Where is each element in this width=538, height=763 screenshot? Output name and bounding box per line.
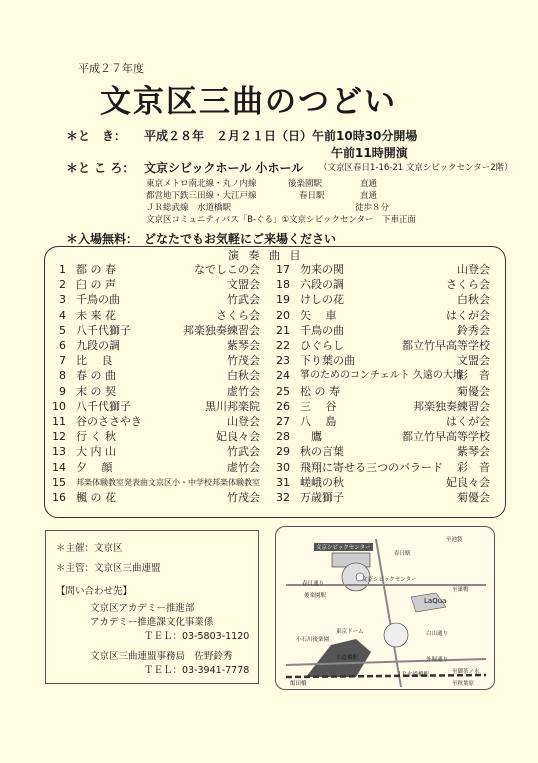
map-label-korakuen: 後楽園駅 <box>304 593 327 599</box>
program-number: 8 <box>59 369 66 383</box>
hakusan-street <box>376 539 401 687</box>
program-piece: 邦楽体験教室発表曲 <box>76 477 148 487</box>
program-group: 文京区小・中学校邦楽体験教室 <box>148 477 260 487</box>
program-group: 妃良々会 <box>446 475 490 489</box>
map-label-to-ikebukuro: 至池袋 <box>446 537 463 543</box>
program-row <box>46 338 260 353</box>
program-piece: 都 の 春 <box>76 263 116 276</box>
program-row <box>270 384 490 399</box>
program-piece: 勿来の関 <box>300 263 344 276</box>
program-row <box>46 384 260 399</box>
map-label-to-ochanomizu: 至御茶ノ水 <box>452 669 480 675</box>
contact2-tel: ＴＥＬ：03-3941-7778 <box>144 665 250 676</box>
program-number: 26 <box>276 399 290 413</box>
program-number: 19 <box>276 293 290 307</box>
access-station-2: 春日駅 <box>299 191 325 201</box>
program-number: 2 <box>59 278 66 292</box>
program-piece: 万歳獅子 <box>300 491 344 504</box>
program-group: 白秋会 <box>457 293 490 307</box>
program-row <box>270 338 490 353</box>
program-number: 29 <box>276 445 290 459</box>
program-piece: 秋の言葉 <box>300 445 344 459</box>
access-note-3: 徒歩８分 <box>355 203 390 213</box>
program-group: 彩 音 <box>457 369 490 383</box>
info-box <box>45 530 259 684</box>
access-map <box>275 526 495 690</box>
program-row <box>46 262 260 277</box>
program-number: 23 <box>276 354 290 368</box>
program-row <box>270 277 490 292</box>
program-number: 17 <box>276 263 290 276</box>
sponsor: ＊主催：文京区 <box>56 543 123 554</box>
contact2-office: 文京区三曲連盟事務局 佐野鈴秀 <box>90 651 233 662</box>
program-number: 6 <box>59 339 66 352</box>
program-number: 28 <box>276 430 290 444</box>
program-number: 12 <box>52 430 66 444</box>
map-label-hakusan: 白山通り <box>426 631 449 637</box>
where-address: （文京区春日1-16-21 文京シビックセンター2階） <box>319 163 513 173</box>
program-group: 彩 音 <box>457 460 490 474</box>
program-piece: 千鳥の曲 <box>300 323 344 337</box>
program-number: 31 <box>276 475 290 489</box>
program-group: はくが会 <box>446 308 490 322</box>
contact1-tel: ＴＥＬ：03-5803-1120 <box>144 631 250 642</box>
program-row <box>270 414 490 429</box>
program-piece: 春 の 曲 <box>76 369 116 383</box>
program-group: 黒川邦楽院 <box>205 399 260 413</box>
program-row <box>46 460 260 475</box>
program-row <box>46 353 260 368</box>
program-group: 虚竹会 <box>227 384 260 398</box>
map-label-laqua: LaQua <box>424 597 447 605</box>
program-piece: 六段の調 <box>300 278 344 292</box>
program-row <box>270 292 490 307</box>
program-piece: 飛翔に寄せる三つのバラード <box>300 460 443 474</box>
program-row <box>270 262 490 277</box>
program-row <box>46 292 260 307</box>
event-year: 平成２７年度 <box>78 62 144 75</box>
program-piece: 八千代獅子 <box>76 323 131 337</box>
program-number: 25 <box>276 384 290 398</box>
program-group: 邦楽独奏練習会 <box>413 399 490 413</box>
program-group: 竹茂会 <box>227 354 260 368</box>
program-row <box>270 368 490 383</box>
map-label-civic-1: 文京シビックセンター <box>316 545 371 551</box>
when-label: ＊と き： <box>66 129 127 143</box>
program-row <box>270 490 490 505</box>
program-piece: 未 来 花 <box>76 308 116 322</box>
when-start: 午前11時開演 <box>331 146 408 160</box>
program-number: 22 <box>276 339 290 352</box>
program-row <box>270 323 490 338</box>
program-group: 山登会 <box>457 263 490 276</box>
program-row <box>270 429 490 444</box>
program-number: 24 <box>276 369 290 383</box>
program-number: 1 <box>59 263 66 276</box>
program-group: さくら会 <box>216 308 260 322</box>
access-note-1: 直通 <box>360 179 378 189</box>
program-row <box>270 399 490 414</box>
program-piece: 松 の 寿 <box>300 384 340 398</box>
program-number: 16 <box>52 491 66 504</box>
map-label-to-sugamo: 至巣鴨 <box>452 587 469 593</box>
map-label-kasuga: 春日駅 <box>394 551 411 557</box>
program-piece: 末 の 契 <box>76 384 116 398</box>
map-graphic <box>276 527 494 689</box>
program-group: 紫琴会 <box>457 445 490 459</box>
program-number: 9 <box>59 384 66 398</box>
event-title: 文京区三曲のつどい <box>100 84 397 120</box>
admission-text: どなたでもお気軽にご来場ください <box>144 232 337 246</box>
program-row <box>46 414 260 429</box>
program-number: 21 <box>276 323 290 337</box>
program-group: 都立竹早高等学校 <box>402 339 490 352</box>
program-piece: 比 良 <box>76 354 113 368</box>
program-piece: 下り葉の曲 <box>300 354 355 368</box>
access-station-1: 後楽園駅 <box>288 179 323 189</box>
program-row <box>270 460 490 475</box>
program-number: 27 <box>276 415 290 428</box>
map-label-suidobashi: 水道橋駅 <box>336 655 359 661</box>
organizer: ＊主管：文京区三曲連盟 <box>56 563 161 574</box>
program-piece: 大 内 山 <box>76 445 116 459</box>
program-group: なでしこの会 <box>194 263 260 276</box>
program-piece: 三 谷 <box>300 399 337 413</box>
map-label-to-akihabara: 至秋葉原 <box>452 681 475 687</box>
program-group: 菊優会 <box>457 491 490 504</box>
program-title: 演 奏 曲 目 <box>228 249 304 262</box>
access-line-2: 都営地下鉄三田線・大江戸線 <box>146 191 257 201</box>
admission-label: ＊入場無料： <box>66 232 139 246</box>
map-label-sotobori: 外堀通り <box>426 657 449 663</box>
access-line-1: 東京メトロ南北線・丸ノ内線 <box>146 179 257 189</box>
program-row <box>270 308 490 323</box>
program-group: さくら会 <box>446 278 490 292</box>
map-label-garden: 小石川後楽園 <box>296 637 330 643</box>
program-group: 竹武会 <box>227 445 260 459</box>
map-label-dome: 東京ドーム <box>336 629 364 635</box>
program-group: 山登会 <box>227 415 260 428</box>
program-piece: 千鳥の曲 <box>76 293 120 307</box>
program-piece: 楓 の 花 <box>76 491 116 504</box>
contact1-section: アカデミー推進課文化事業係 <box>90 617 214 628</box>
map-label-civic-2: 文京シビックセンター <box>362 577 417 583</box>
program-row <box>46 277 260 292</box>
program-group: 竹茂会 <box>227 491 260 504</box>
program-row <box>46 490 260 505</box>
program-piece: 夕 顔 <box>76 460 113 474</box>
access-line-3: ＪＲ総武線 水道橋駅 <box>146 203 232 213</box>
program-number: 5 <box>59 323 66 337</box>
bus-access: 文京区コミュニティバス「B-ぐる」①文京シビックセンター 下車正面 <box>146 215 416 225</box>
program-piece: 行 く 秋 <box>76 430 116 444</box>
program-piece: 八 島 <box>300 415 337 428</box>
program-group: 文盟会 <box>457 354 490 368</box>
program-number: 18 <box>276 278 290 292</box>
program-row <box>46 323 260 338</box>
program-group: 白秋会 <box>227 369 260 383</box>
program-group: 邦楽独奏練習会 <box>183 323 260 337</box>
program-piece: 箏のためのコンチェルト 久遠の大地 <box>300 370 463 382</box>
program-number: 32 <box>276 491 290 504</box>
sotobori-street <box>286 659 486 665</box>
program-group: 鈴秀会 <box>457 323 490 337</box>
program-row <box>46 429 260 444</box>
program-piece: けしの花 <box>300 293 344 307</box>
program-group: 都立竹早高等学校 <box>402 430 490 444</box>
program-row <box>46 475 260 490</box>
when-date: 平成２８年 ２月２１日（日）午前10時30分開場 <box>144 129 418 143</box>
program-piece: 八千代獅子 <box>76 399 131 413</box>
program-number: 7 <box>59 354 66 368</box>
map-label-kasuga-street: 春日通り <box>302 581 325 587</box>
program-piece: 嵯峨の秋 <box>300 475 344 489</box>
map-label-jr-suidobashi: ＪＲ水道橋駅 <box>396 672 430 678</box>
program-number: 3 <box>59 293 66 307</box>
program-row <box>46 444 260 459</box>
where-venue: 文京シビックホール 小ホール <box>144 161 304 175</box>
program-piece: 谷のささやき <box>76 415 142 428</box>
program-number: 15 <box>52 475 66 489</box>
contact1-dept: 文京区アカデミー推進部 <box>90 603 195 614</box>
program-row <box>270 444 490 459</box>
program-row <box>46 308 260 323</box>
program-piece: 矢 車 <box>300 308 337 322</box>
program-piece: 鷹 <box>300 430 322 444</box>
program-number: 20 <box>276 308 290 322</box>
program-group: 妃良々会 <box>216 430 260 444</box>
program-piece: 九段の調 <box>76 339 120 352</box>
program-group: 菊優会 <box>457 384 490 398</box>
program-row <box>46 399 260 414</box>
program-number: 13 <box>52 445 66 459</box>
where-label: ＊と こ ろ： <box>66 161 135 175</box>
program-row <box>270 353 490 368</box>
program-number: 14 <box>52 460 66 474</box>
program-group: 竹武会 <box>227 293 260 307</box>
program-row <box>46 368 260 383</box>
map-label-iidabashi: 飯田橋 <box>290 681 307 687</box>
program-group: 紫琴会 <box>227 339 260 352</box>
program-group: はくが会 <box>446 415 490 428</box>
tokyo-dome <box>384 623 408 647</box>
program-group: 虚竹会 <box>227 460 260 474</box>
program-piece: ひぐらし <box>300 339 344 352</box>
program-group: 文盟会 <box>227 278 260 292</box>
program-number: 11 <box>52 415 66 428</box>
access-note-2: 直通 <box>360 191 378 201</box>
program-row <box>270 475 490 490</box>
contact-label: 【問い合わせ先】 <box>56 586 133 597</box>
program-piece: 臼 の 声 <box>76 278 116 292</box>
program-number: 4 <box>59 308 66 322</box>
program-number: 30 <box>276 460 290 474</box>
program-number: 10 <box>52 399 66 413</box>
